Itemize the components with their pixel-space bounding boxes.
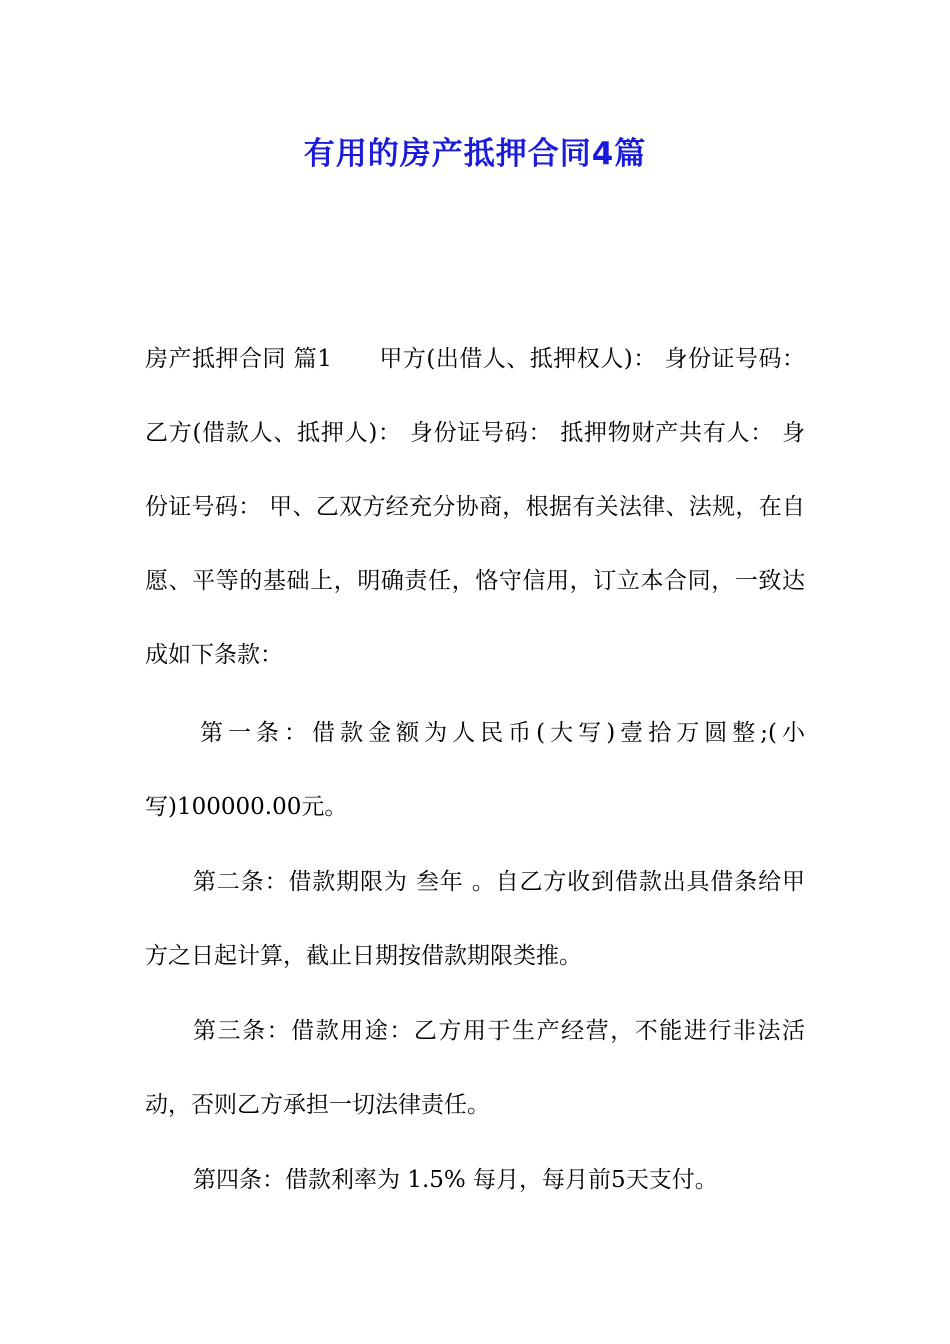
paragraph-article-2: 第二条：借款期限为 叁年 。自乙方收到借款出具借条给甲方之日起计算，截止日期按借款期限类推。 [145,869,805,969]
paragraph-intro: 房产抵押合同 篇1 甲方(出借人、抵押权人)： 身份证号码： 乙方(借款人、抵押人)： 身份证号码： 抵押物财产共有人： 身份证号码： 甲、乙双方经充分协商，根据有关法律、法规，在自愿、平等的基础上，明确责任，恪守信用，订立本合同，一致达成如下条款： [145,346,805,668]
paragraph-article-4: 第四条：借款利率为 1.5% 每月，每月前5天支付。 [193,1167,718,1193]
document-title: 有用的房产抵押合同4篇 [303,136,647,172]
paragraph-article-3: 第三条：借款用途：乙方用于生产经营，不能进行非法活动，否则乙方承担一切法律责任。 [145,1018,805,1118]
paragraph-article-1: 第一条：借款金额为人民币(大写)壹拾万圆整;(小写)100000.00元。 [145,720,805,820]
